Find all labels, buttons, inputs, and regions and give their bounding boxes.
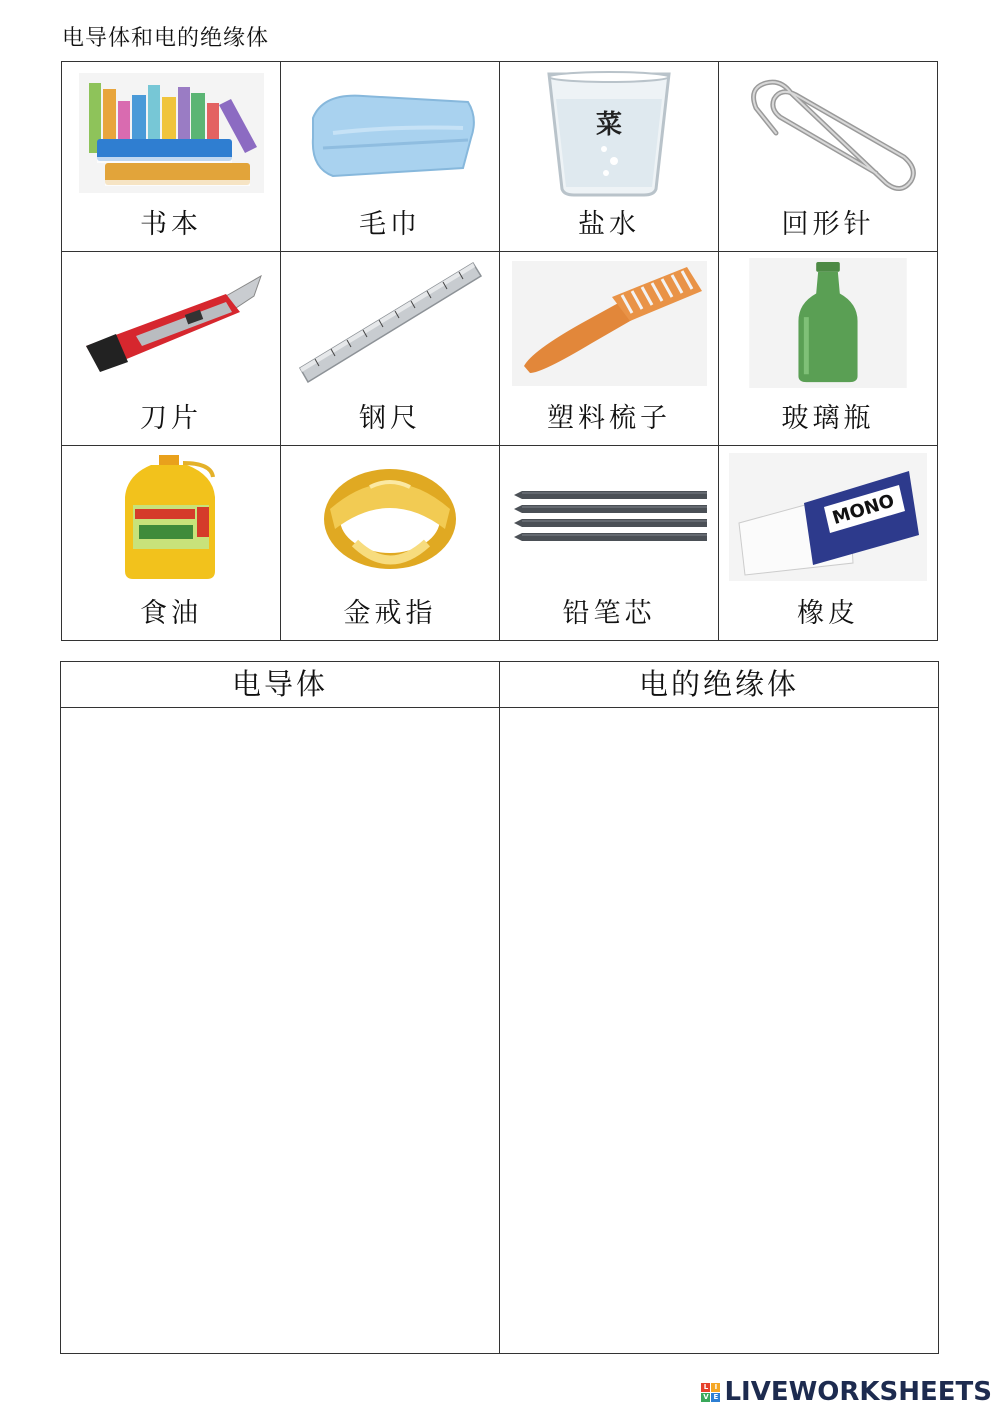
salt-water-glass-icon [510,68,708,198]
insulator-drop-zone[interactable] [500,708,938,1353]
item-label: 金戒指 [343,598,437,629]
item-label: 回形针 [781,209,875,240]
item-grid [61,61,938,641]
logo-letter: I [711,1383,720,1392]
conductor-drop-zone[interactable] [61,708,499,1353]
insulator-column-header: 电的绝缘体 [638,667,799,701]
sorting-table [60,661,939,1354]
glass-bottle-icon [729,258,927,388]
item-label: 铅笔芯 [562,598,656,629]
item-card-books[interactable] [62,62,281,252]
logo-letter: E [711,1393,720,1402]
item-card-glass-bottle[interactable] [719,252,937,446]
paper-clip-icon [729,68,927,198]
page-title: 电导体和电的绝缘体 [62,26,270,51]
pencil-lead-icon [510,452,708,582]
brand-logo-icon [701,1383,720,1402]
item-label: 橡皮 [797,598,859,629]
steel-ruler-icon [291,258,489,388]
item-label: 塑料梳子 [547,403,671,434]
item-card-steel-ruler[interactable] [281,252,500,446]
item-card-plastic-comb[interactable] [500,252,719,446]
books-icon [72,68,270,198]
item-card-salt-water[interactable] [500,62,719,252]
item-label: 盐水 [578,209,640,240]
liveworksheets-logo[interactable] [701,1377,992,1407]
item-card-gold-ring[interactable] [281,446,500,640]
eraser-brand-text: MONO [829,490,897,530]
brand-name: LIVEWORKSHEETS [724,1377,992,1407]
item-card-towel[interactable] [281,62,500,252]
item-card-pencil-lead[interactable] [500,446,719,640]
plastic-comb-icon [510,258,708,388]
utility-knife-icon [72,258,270,388]
item-label: 食油 [140,598,202,629]
gold-ring-icon [291,452,489,582]
item-card-cooking-oil[interactable] [62,446,281,640]
eraser-icon [729,452,927,582]
item-label: 钢尺 [359,403,421,434]
item-label: 玻璃瓶 [781,403,875,434]
item-card-blade[interactable] [62,252,281,446]
item-label: 书本 [140,209,202,240]
glass-text: 菜 [595,110,623,140]
item-card-paper-clip[interactable] [719,62,937,252]
logo-letter: L [701,1383,710,1392]
conductor-column-header: 电导体 [231,667,328,701]
item-card-eraser[interactable] [719,446,937,640]
item-label: 刀片 [140,403,202,434]
logo-letter: V [703,1392,709,1401]
towel-icon [291,68,489,198]
item-label: 毛巾 [359,209,421,240]
cooking-oil-icon [72,452,270,582]
